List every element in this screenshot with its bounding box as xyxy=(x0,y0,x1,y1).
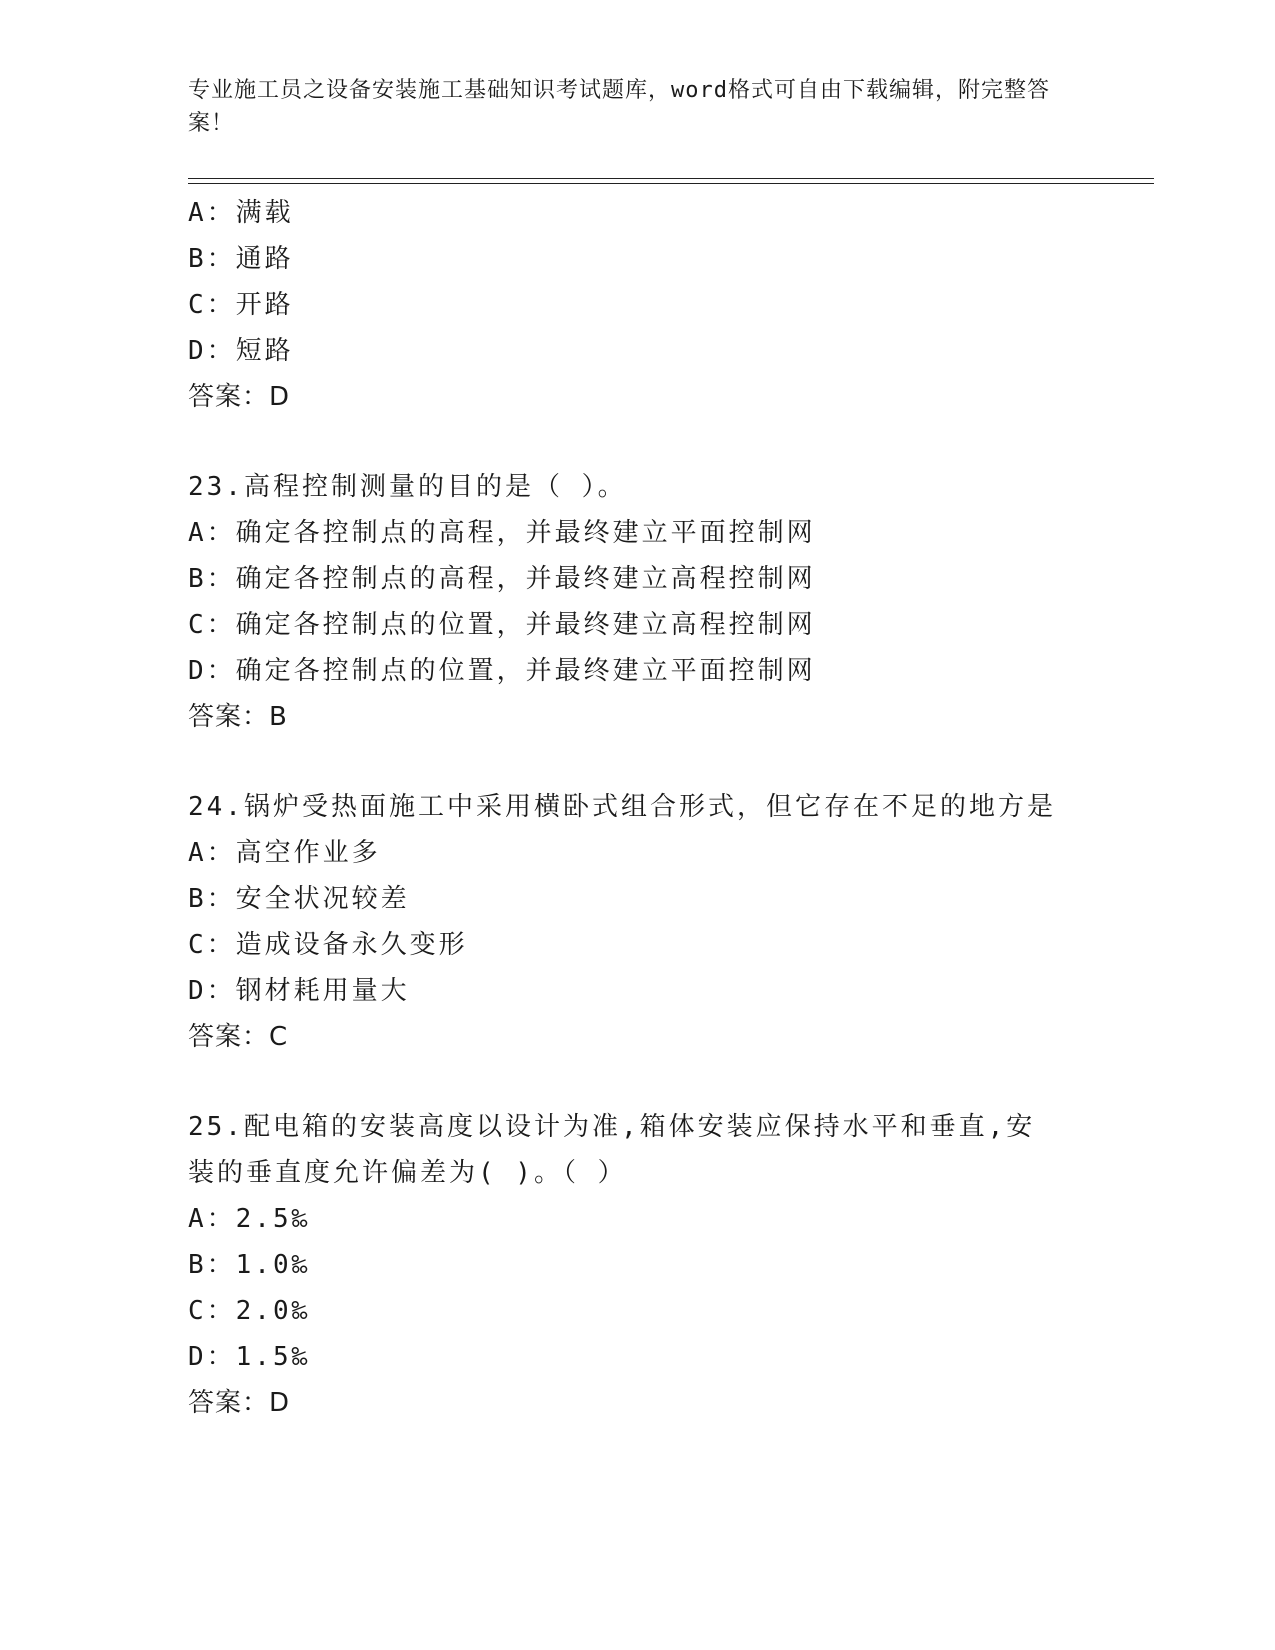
option-a: A：满载 xyxy=(188,198,294,228)
option-c: C：造成设备永久变形 xyxy=(188,930,468,960)
option-c: C：2.0‰ xyxy=(188,1296,311,1326)
question-block xyxy=(188,464,1168,740)
question-block xyxy=(188,1104,1168,1426)
question-stem: 25.配电箱的安装高度以设计为准,箱体安装应保持水平和垂直,安装的垂直度允许偏差为( )。（ ） xyxy=(188,1112,1036,1188)
answer-line: 答案：C xyxy=(188,1022,289,1052)
header-divider xyxy=(188,178,1154,179)
option-a: A：确定各控制点的高程，并最终建立平面控制网 xyxy=(188,518,816,548)
header-divider xyxy=(188,183,1154,184)
option-b: B：通路 xyxy=(188,244,294,274)
option-a: A：高空作业多 xyxy=(188,838,381,868)
question-block xyxy=(188,784,1168,1060)
document-header: 专业施工员之设备安装施工基础知识考试题库，word格式可自由下载编辑，附完整答案！ xyxy=(188,78,1050,136)
answer-line: 答案：D xyxy=(188,1388,291,1418)
option-d: D：钢材耗用量大 xyxy=(188,976,410,1006)
option-d: D：确定各控制点的位置，并最终建立平面控制网 xyxy=(188,656,816,686)
answer-line: 答案：B xyxy=(188,702,288,732)
option-a: A：2.5‰ xyxy=(188,1204,311,1234)
option-d: D：短路 xyxy=(188,336,294,366)
option-b: B：安全状况较差 xyxy=(188,884,410,914)
answer-line: 答案：D xyxy=(188,382,291,412)
question-stem: 23.高程控制测量的目的是（ ）。 xyxy=(188,472,627,502)
question-list xyxy=(188,190,1168,1470)
option-c: C：确定各控制点的位置，并最终建立高程控制网 xyxy=(188,610,816,640)
option-c: C：开路 xyxy=(188,290,294,320)
option-b: B：确定各控制点的高程，并最终建立高程控制网 xyxy=(188,564,816,594)
option-d: D：1.5‰ xyxy=(188,1342,311,1372)
option-b: B：1.0‰ xyxy=(188,1250,311,1280)
question-stem: 24.锅炉受热面施工中采用横卧式组合形式，但它存在不足的地方是 xyxy=(188,792,1056,822)
question-block xyxy=(188,190,1168,420)
